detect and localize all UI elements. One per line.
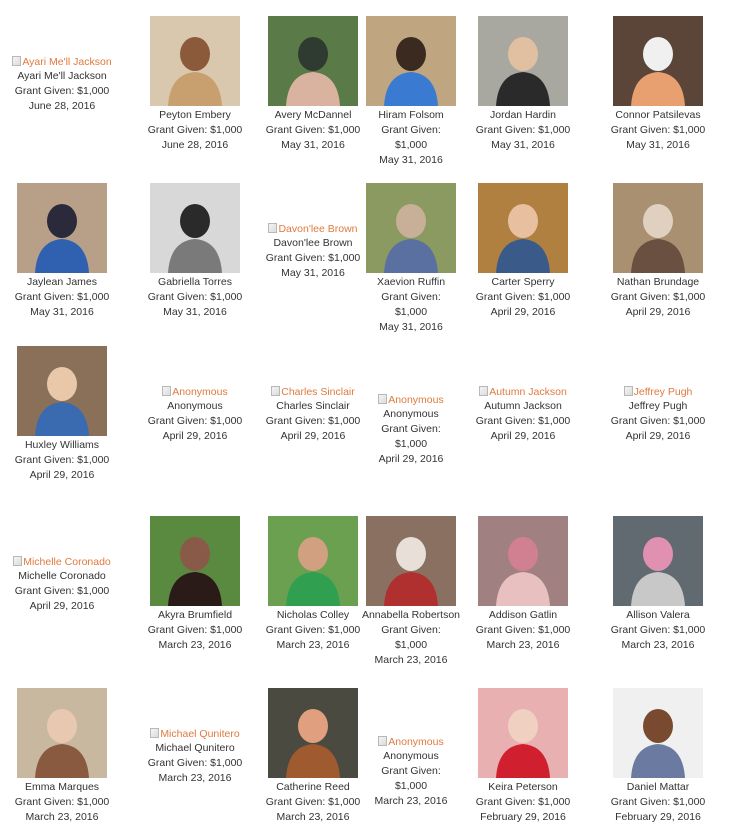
recipient-card <box>355 393 467 467</box>
grant-amount: Grant Given: $1,000 <box>265 415 361 427</box>
recipient-photo <box>366 16 456 106</box>
recipient-card <box>467 688 579 825</box>
recipient-photo <box>478 16 568 106</box>
recipient-name: Anonymous <box>167 400 223 412</box>
recipient-name: Emma Marques <box>24 781 100 793</box>
recipient-name: Avery McDannel <box>274 109 352 121</box>
grant-amount: Grant Given: $1,000 <box>14 585 110 597</box>
recipient-name: Michelle Coronado <box>18 570 106 582</box>
broken-image-alt-text: Michael Qunitero <box>139 727 251 741</box>
recipient-card <box>467 516 579 653</box>
recipient-name: Daniel Mattar <box>626 781 690 793</box>
recipient-name: Allison Valera <box>626 609 690 621</box>
grant-date: March 23, 2016 <box>276 639 350 651</box>
grant-date: March 23, 2016 <box>158 639 232 651</box>
grant-amount: Grant Given: $1,000 <box>14 85 110 97</box>
grant-date: March 23, 2016 <box>276 811 350 823</box>
recipient-card <box>257 688 369 825</box>
broken-image-alt-text: Autumn Jackson <box>467 385 579 399</box>
broken-image-alt-text: Charles Sinclair <box>257 385 369 399</box>
grant-amount: Grant Given: $1,000 <box>381 291 441 318</box>
recipient-name: Annabella Robertson <box>361 609 461 621</box>
grant-date: April 29, 2016 <box>625 306 691 318</box>
grant-date: February 29, 2016 <box>480 811 566 823</box>
grant-date: June 28, 2016 <box>28 100 96 112</box>
recipient-name: Catherine Reed <box>276 781 350 793</box>
grant-amount: Grant Given: $1,000 <box>475 624 571 636</box>
recipient-name: Jeffrey Pugh <box>628 400 688 412</box>
grant-date: March 23, 2016 <box>374 654 448 666</box>
grant-amount: Grant Given: $1,000 <box>265 796 361 808</box>
recipient-card <box>139 16 251 153</box>
broken-image-alt-text: Davon'lee Brown <box>257 222 369 236</box>
recipient-name: Jaylean James <box>26 276 98 288</box>
recipient-card <box>355 183 467 335</box>
recipient-photo <box>613 16 703 106</box>
recipient-photo <box>17 346 107 436</box>
broken-image-alt-text: Michelle Coronado <box>6 555 118 569</box>
recipient-card <box>6 183 118 320</box>
recipient-photo <box>17 183 107 273</box>
grant-date: April 29, 2016 <box>378 452 444 465</box>
recipient-photo <box>478 688 568 778</box>
recipient-photo <box>366 516 456 606</box>
recipient-card <box>6 688 118 825</box>
recipient-card <box>602 385 714 444</box>
recipient-card <box>6 346 118 483</box>
recipient-card <box>257 385 369 444</box>
recipient-photo <box>613 688 703 778</box>
recipient-name: Nathan Brundage <box>616 276 700 288</box>
recipient-card <box>467 16 579 153</box>
grant-date: April 29, 2016 <box>29 469 95 481</box>
recipient-photo <box>366 183 456 273</box>
grant-amount: Grant Given: $1,000 <box>610 415 706 427</box>
grant-date: May 31, 2016 <box>491 139 555 151</box>
recipient-photo <box>268 16 358 106</box>
grant-date: April 29, 2016 <box>29 600 95 612</box>
grant-date: April 29, 2016 <box>490 430 556 442</box>
recipient-card <box>602 16 714 153</box>
grant-date: April 29, 2016 <box>162 430 228 442</box>
recipient-card <box>6 55 118 114</box>
grant-date: May 31, 2016 <box>379 321 443 333</box>
recipient-name: Connor Patsilevas <box>615 109 701 121</box>
grant-date: May 31, 2016 <box>281 139 345 151</box>
grant-amount: Grant Given: $1,000 <box>147 124 243 136</box>
recipient-card <box>139 183 251 320</box>
recipient-name: Huxley Williams <box>24 439 100 451</box>
recipient-name: Autumn Jackson <box>484 400 562 412</box>
recipient-photo <box>478 516 568 606</box>
recipient-name: Anonymous <box>383 407 439 420</box>
grant-date: May 31, 2016 <box>30 306 94 318</box>
grant-date: April 29, 2016 <box>280 430 346 442</box>
grant-amount: Grant Given: $1,000 <box>381 764 441 792</box>
recipient-name: Addison Gatlin <box>488 609 558 621</box>
recipient-card <box>602 183 714 320</box>
grant-amount: Grant Given: $1,000 <box>265 124 361 136</box>
recipient-name: Davon'lee Brown <box>273 237 353 249</box>
grant-amount: Grant Given: $1,000 <box>381 124 441 151</box>
recipient-photo <box>150 16 240 106</box>
grant-date: March 23, 2016 <box>158 772 232 784</box>
grant-amount: Grant Given: $1,000 <box>610 624 706 636</box>
grant-amount: Grant Given: $1,000 <box>265 252 361 264</box>
recipient-photo <box>268 688 358 778</box>
grant-amount: Grant Given: $1,000 <box>147 415 243 427</box>
recipient-name: Jordan Hardin <box>490 109 556 121</box>
recipient-card <box>257 16 369 153</box>
grant-date: March 23, 2016 <box>374 794 448 807</box>
recipient-card <box>139 516 251 653</box>
grant-date: June 28, 2016 <box>161 139 229 151</box>
recipient-name: Xaevion Ruffin <box>376 276 446 288</box>
recipient-name: Nicholas Colley <box>276 609 350 621</box>
recipient-photo <box>17 688 107 778</box>
recipient-card <box>257 516 369 653</box>
recipient-name: Ayari Me'll Jackson <box>17 70 107 82</box>
grant-amount: Grant Given: $1,000 <box>14 291 110 303</box>
recipient-name: Carter Sperry <box>491 276 555 288</box>
recipient-name: Michael Qunitero <box>155 742 235 754</box>
recipient-photo <box>478 183 568 273</box>
recipient-card <box>602 516 714 653</box>
grant-date: May 31, 2016 <box>163 306 227 318</box>
recipient-name: Akyra Brumfield <box>157 609 233 621</box>
recipient-card <box>139 727 251 786</box>
grant-amount: Grant Given: $1,000 <box>475 796 571 808</box>
grant-date: February 29, 2016 <box>615 811 701 823</box>
broken-image-alt-text: Anonymous <box>355 393 467 407</box>
grant-amount: Grant Given: $1,000 <box>610 796 706 808</box>
grant-amount: Grant Given: $1,000 <box>147 291 243 303</box>
recipient-card <box>602 688 714 825</box>
grant-amount: Grant Given: $1,000 <box>475 415 571 427</box>
recipient-card <box>257 222 369 281</box>
grant-date: March 23, 2016 <box>25 811 99 823</box>
recipient-name: Gabriella Torres <box>158 276 232 288</box>
grant-amount: Grant Given: $1,000 <box>14 454 110 466</box>
grant-amount: Grant Given: $1,000 <box>147 624 243 636</box>
recipient-card <box>467 385 579 444</box>
grant-amount: Grant Given: $1,000 <box>381 624 441 651</box>
broken-image-alt-text: Ayari Me'll Jackson <box>6 55 118 69</box>
recipient-name: Peyton Embery <box>159 109 231 121</box>
recipient-card <box>467 183 579 320</box>
grant-date: March 23, 2016 <box>486 639 560 651</box>
grant-date: May 31, 2016 <box>626 139 690 151</box>
recipient-name: Charles Sinclair <box>276 400 350 412</box>
grant-date: May 31, 2016 <box>281 267 345 279</box>
recipient-photo <box>613 183 703 273</box>
broken-image-alt-text: Jeffrey Pugh <box>602 385 714 399</box>
recipient-card <box>355 16 467 168</box>
recipient-photo <box>268 516 358 606</box>
recipient-card <box>355 516 467 668</box>
grant-date: April 29, 2016 <box>625 430 691 442</box>
recipient-name: Keira Peterson <box>488 781 558 793</box>
grant-amount: Grant Given: $1,000 <box>610 124 706 136</box>
grant-amount: Grant Given: $1,000 <box>147 757 243 769</box>
recipient-photo <box>150 183 240 273</box>
grant-date: April 29, 2016 <box>490 306 556 318</box>
grant-amount: Grant Given: $1,000 <box>610 291 706 303</box>
recipient-photo <box>150 516 240 606</box>
grant-amount: Grant Given: $1,000 <box>475 124 571 136</box>
grant-date: May 31, 2016 <box>379 154 443 166</box>
broken-image-alt-text: Anonymous <box>355 735 467 749</box>
recipient-card <box>6 555 118 614</box>
grant-amount: Grant Given: $1,000 <box>381 422 441 450</box>
broken-image-alt-text: Anonymous <box>139 385 251 399</box>
grant-amount: Grant Given: $1,000 <box>265 624 361 636</box>
grant-date: March 23, 2016 <box>621 639 695 651</box>
recipient-name: Hiram Folsom <box>378 109 444 121</box>
recipient-name: Anonymous <box>383 749 439 762</box>
recipient-card <box>355 735 467 809</box>
grant-amount: Grant Given: $1,000 <box>14 796 110 808</box>
grant-amount: Grant Given: $1,000 <box>475 291 571 303</box>
recipient-photo <box>613 516 703 606</box>
recipient-card <box>139 385 251 444</box>
